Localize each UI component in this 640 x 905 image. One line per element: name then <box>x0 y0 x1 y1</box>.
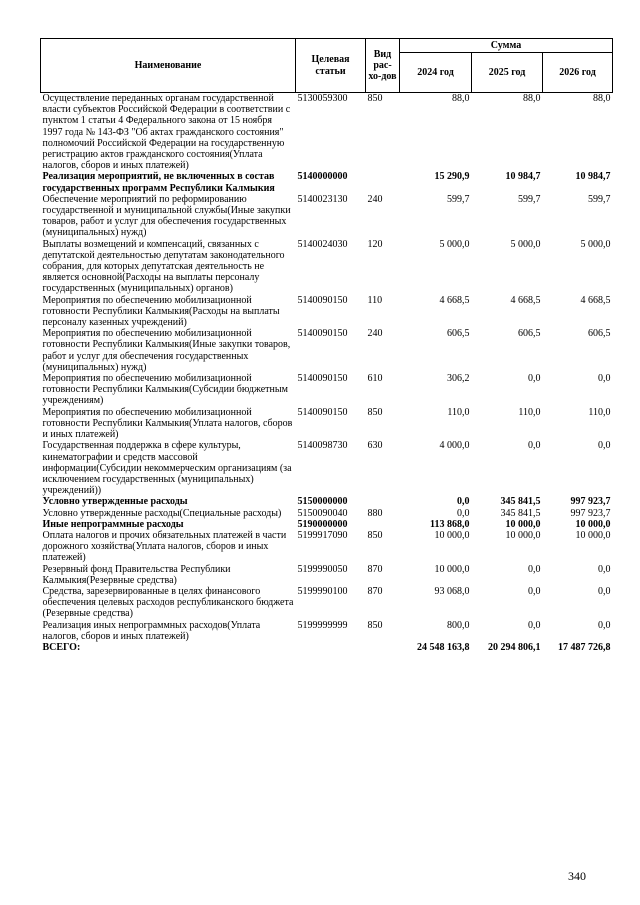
table-row <box>41 295 613 329</box>
row-2025: 10 000,0 <box>505 518 541 530</box>
header-sum: Сумма <box>400 39 613 53</box>
table-row <box>41 440 613 496</box>
row-code: 5140090150 <box>297 373 348 385</box>
table-row <box>41 407 613 441</box>
row-2025: 88,0 <box>523 93 541 104</box>
row-code: 5140090150 <box>297 328 348 340</box>
table-row <box>41 508 613 519</box>
row-code: 5199999999 <box>297 619 348 631</box>
row-vid: 870 <box>367 585 383 597</box>
row-code: 5150090040 <box>297 507 348 519</box>
row-name: Иные непрограммные расходы <box>42 518 184 530</box>
page-number: 340 <box>568 869 586 883</box>
row-vid: 850 <box>367 529 383 541</box>
header-vid: Вид рас-хо-дов <box>366 39 400 93</box>
row-2026: 606,5 <box>588 328 611 340</box>
row-name: Обеспечение мероприятий по реформированию государственной и муниципальной службы(Иные закупки товаров, работ и услуг для обеспечения государственных (муниципальных) нужд) <box>42 193 291 239</box>
row-code: 5140023130 <box>297 193 348 205</box>
row-2025: 0,0 <box>528 585 541 597</box>
row-2025: 10 000,0 <box>505 529 541 541</box>
table-row <box>41 530 613 564</box>
row-2024: 0,0 <box>457 496 470 508</box>
row-2025: 20 294 806,1 <box>488 641 541 653</box>
table-row <box>41 328 613 373</box>
row-vid: 240 <box>367 328 383 340</box>
row-2024: 4 668,5 <box>439 294 470 306</box>
header-2026: 2026 год <box>543 53 613 93</box>
row-2024: 10 000,0 <box>434 529 470 541</box>
table-row <box>41 93 613 172</box>
row-2024: 110,0 <box>447 406 470 418</box>
row-2024: 93 068,0 <box>434 585 470 597</box>
row-vid: 630 <box>367 440 383 452</box>
row-2024: 24 548 163,8 <box>417 641 470 653</box>
row-2026: 997 923,7 <box>570 496 611 508</box>
row-2024: 599,7 <box>447 193 470 205</box>
row-name: Мероприятия по обеспечению мобилизационной готовности Республики Калмыкия(Уплата налогов, сборов и иных платежей) <box>42 406 293 441</box>
table-row <box>41 373 613 407</box>
row-2026: 0,0 <box>598 563 611 575</box>
row-vid: 610 <box>367 373 383 385</box>
row-vid: 850 <box>367 619 383 631</box>
row-vid: 240 <box>367 193 383 205</box>
row-2024: 88,0 <box>452 93 470 104</box>
row-code: 5199917090 <box>297 529 348 541</box>
row-name: Реализация иных непрограммных расходов(Уплата налогов, сборов и иных платежей) <box>42 619 261 642</box>
budget-table <box>40 38 613 653</box>
row-vid: 870 <box>367 563 383 575</box>
row-2025: 0,0 <box>528 440 541 452</box>
row-2026: 5 000,0 <box>580 238 611 250</box>
row-2025: 345 841,5 <box>500 496 541 508</box>
row-code: 5140098730 <box>297 440 348 452</box>
row-2026: 4 668,5 <box>580 294 611 306</box>
row-name: Мероприятия по обеспечению мобилизационной готовности Республики Калмыкия(Субсидии бюджетным учреждениям) <box>42 373 288 407</box>
row-code: 5140090150 <box>297 406 348 418</box>
row-2026: 0,0 <box>598 619 611 631</box>
row-vid: 880 <box>367 507 383 519</box>
row-name: Условно утвержденные расходы <box>42 496 188 508</box>
row-2026: 997 923,7 <box>570 507 611 519</box>
row-2025: 599,7 <box>518 193 541 205</box>
table-row <box>41 496 613 507</box>
row-code: 5140090150 <box>297 294 348 306</box>
row-2025: 0,0 <box>528 373 541 385</box>
row-code: 5140024030 <box>297 238 348 250</box>
row-name: Мероприятия по обеспечению мобилизационной готовности Республики Калмыкия(Расходы на выплаты персоналу казенных учреждений) <box>42 294 280 329</box>
row-2026: 0,0 <box>598 585 611 597</box>
row-vid: 110 <box>367 294 383 306</box>
row-2026: 88,0 <box>593 93 611 104</box>
row-code: 5199990100 <box>297 585 348 597</box>
row-code: 5150000000 <box>297 496 348 508</box>
row-name: Средства, зарезервированные в целях финансового обеспечения целевых расходов республиканского бюджета (Резервные средства) <box>42 585 294 620</box>
row-vid <box>366 496 400 507</box>
row-vid <box>366 171 400 193</box>
table-row <box>41 171 613 193</box>
table-row <box>41 586 613 620</box>
table-row <box>41 239 613 295</box>
row-2024: 10 000,0 <box>434 563 470 575</box>
row-2024: 5 000,0 <box>439 238 470 250</box>
row-code: 5199990050 <box>297 563 348 575</box>
table-row <box>41 519 613 530</box>
row-vid: 120 <box>367 238 383 250</box>
row-2025: 4 668,5 <box>510 294 541 306</box>
row-name: Осуществление переданных органам государственной власти субъектов Российской Федерации в соответствии с пунктом 1 статьи 4 Федерального закона от 15 ноября 1997 года № 143-ФЗ "Об актах гражданского состояния" полномочий Российской Федерации на государственную регистрацию актов гражданского состояния(Уплата налогов, сборов и иных платежей) <box>42 93 291 172</box>
total-row <box>41 642 613 653</box>
header-row-top <box>41 39 613 53</box>
table-row <box>41 194 613 239</box>
row-2026: 17 487 726,8 <box>558 641 611 653</box>
table-row <box>41 620 613 642</box>
row-code <box>296 642 366 653</box>
table-row <box>41 564 613 586</box>
row-2024: 4 000,0 <box>439 440 470 452</box>
row-name: Реализация мероприятий, не включенных в состав государственных программ Республики Калмыкия <box>42 171 275 194</box>
row-name: Государственная поддержка в сфере культуры, кинематографии и средств массовой информации(Субсидии некоммерческим организациям (за исключением государственных (муниципальных) учреждений)) <box>42 440 292 497</box>
row-2026: 0,0 <box>598 373 611 385</box>
row-2026: 10 000,0 <box>575 529 611 541</box>
row-code: 5190000000 <box>297 518 348 530</box>
row-vid: 850 <box>367 93 383 104</box>
row-2025: 5 000,0 <box>510 238 541 250</box>
row-name: ВСЕГО: <box>42 641 81 653</box>
row-2026: 0,0 <box>598 440 611 452</box>
row-2024: 800,0 <box>447 619 470 631</box>
row-2024: 0,0 <box>457 507 470 519</box>
row-2025: 110,0 <box>518 406 541 418</box>
header-name: Наименование <box>41 39 296 93</box>
row-2026: 599,7 <box>588 193 611 205</box>
row-code: 5130059300 <box>297 93 348 104</box>
row-2024: 113 868,0 <box>430 518 470 530</box>
header-target: Целевая статьи <box>296 39 366 93</box>
row-2025: 0,0 <box>528 619 541 631</box>
row-2024: 606,5 <box>447 328 470 340</box>
row-2025: 0,0 <box>528 563 541 575</box>
row-2026: 110,0 <box>588 406 611 418</box>
row-name: Резервный фонд Правительства Республики Калмыкия(Резервные средства) <box>42 563 231 586</box>
row-2024: 306,2 <box>447 373 470 385</box>
row-name: Оплата налогов и прочих обязательных платежей в части дорожного хозяйства(Уплата налогов, сборов и иных платежей) <box>42 529 287 564</box>
row-name: Мероприятия по обеспечению мобилизационной готовности Республики Калмыкия(Иные закупки товаров, работ и услуг для обеспечения государственных (муниципальных) нужд) <box>42 328 291 373</box>
row-2025: 606,5 <box>518 328 541 340</box>
row-2026: 10 984,7 <box>575 171 611 183</box>
row-name: Выплаты возмещений и компенсаций, связанных с депутатской деятельностью депутатам законодательного собрания, для которых депутатская деятельность не является основной(Расходы на выплаты персоналу государственных (муниципальных) органов) <box>42 238 285 295</box>
row-vid: 850 <box>367 406 383 418</box>
row-2024: 15 290,9 <box>434 171 470 183</box>
row-vid <box>366 519 400 530</box>
row-2025: 10 984,7 <box>505 171 541 183</box>
header-2024: 2024 год <box>400 53 472 93</box>
header-2025: 2025 год <box>472 53 543 93</box>
row-vid <box>366 642 400 653</box>
row-2025: 345 841,5 <box>500 507 541 519</box>
row-code: 5140000000 <box>297 171 348 183</box>
row-2026: 10 000,0 <box>575 518 611 530</box>
row-name: Условно утвержденные расходы(Специальные расходы) <box>42 507 282 519</box>
